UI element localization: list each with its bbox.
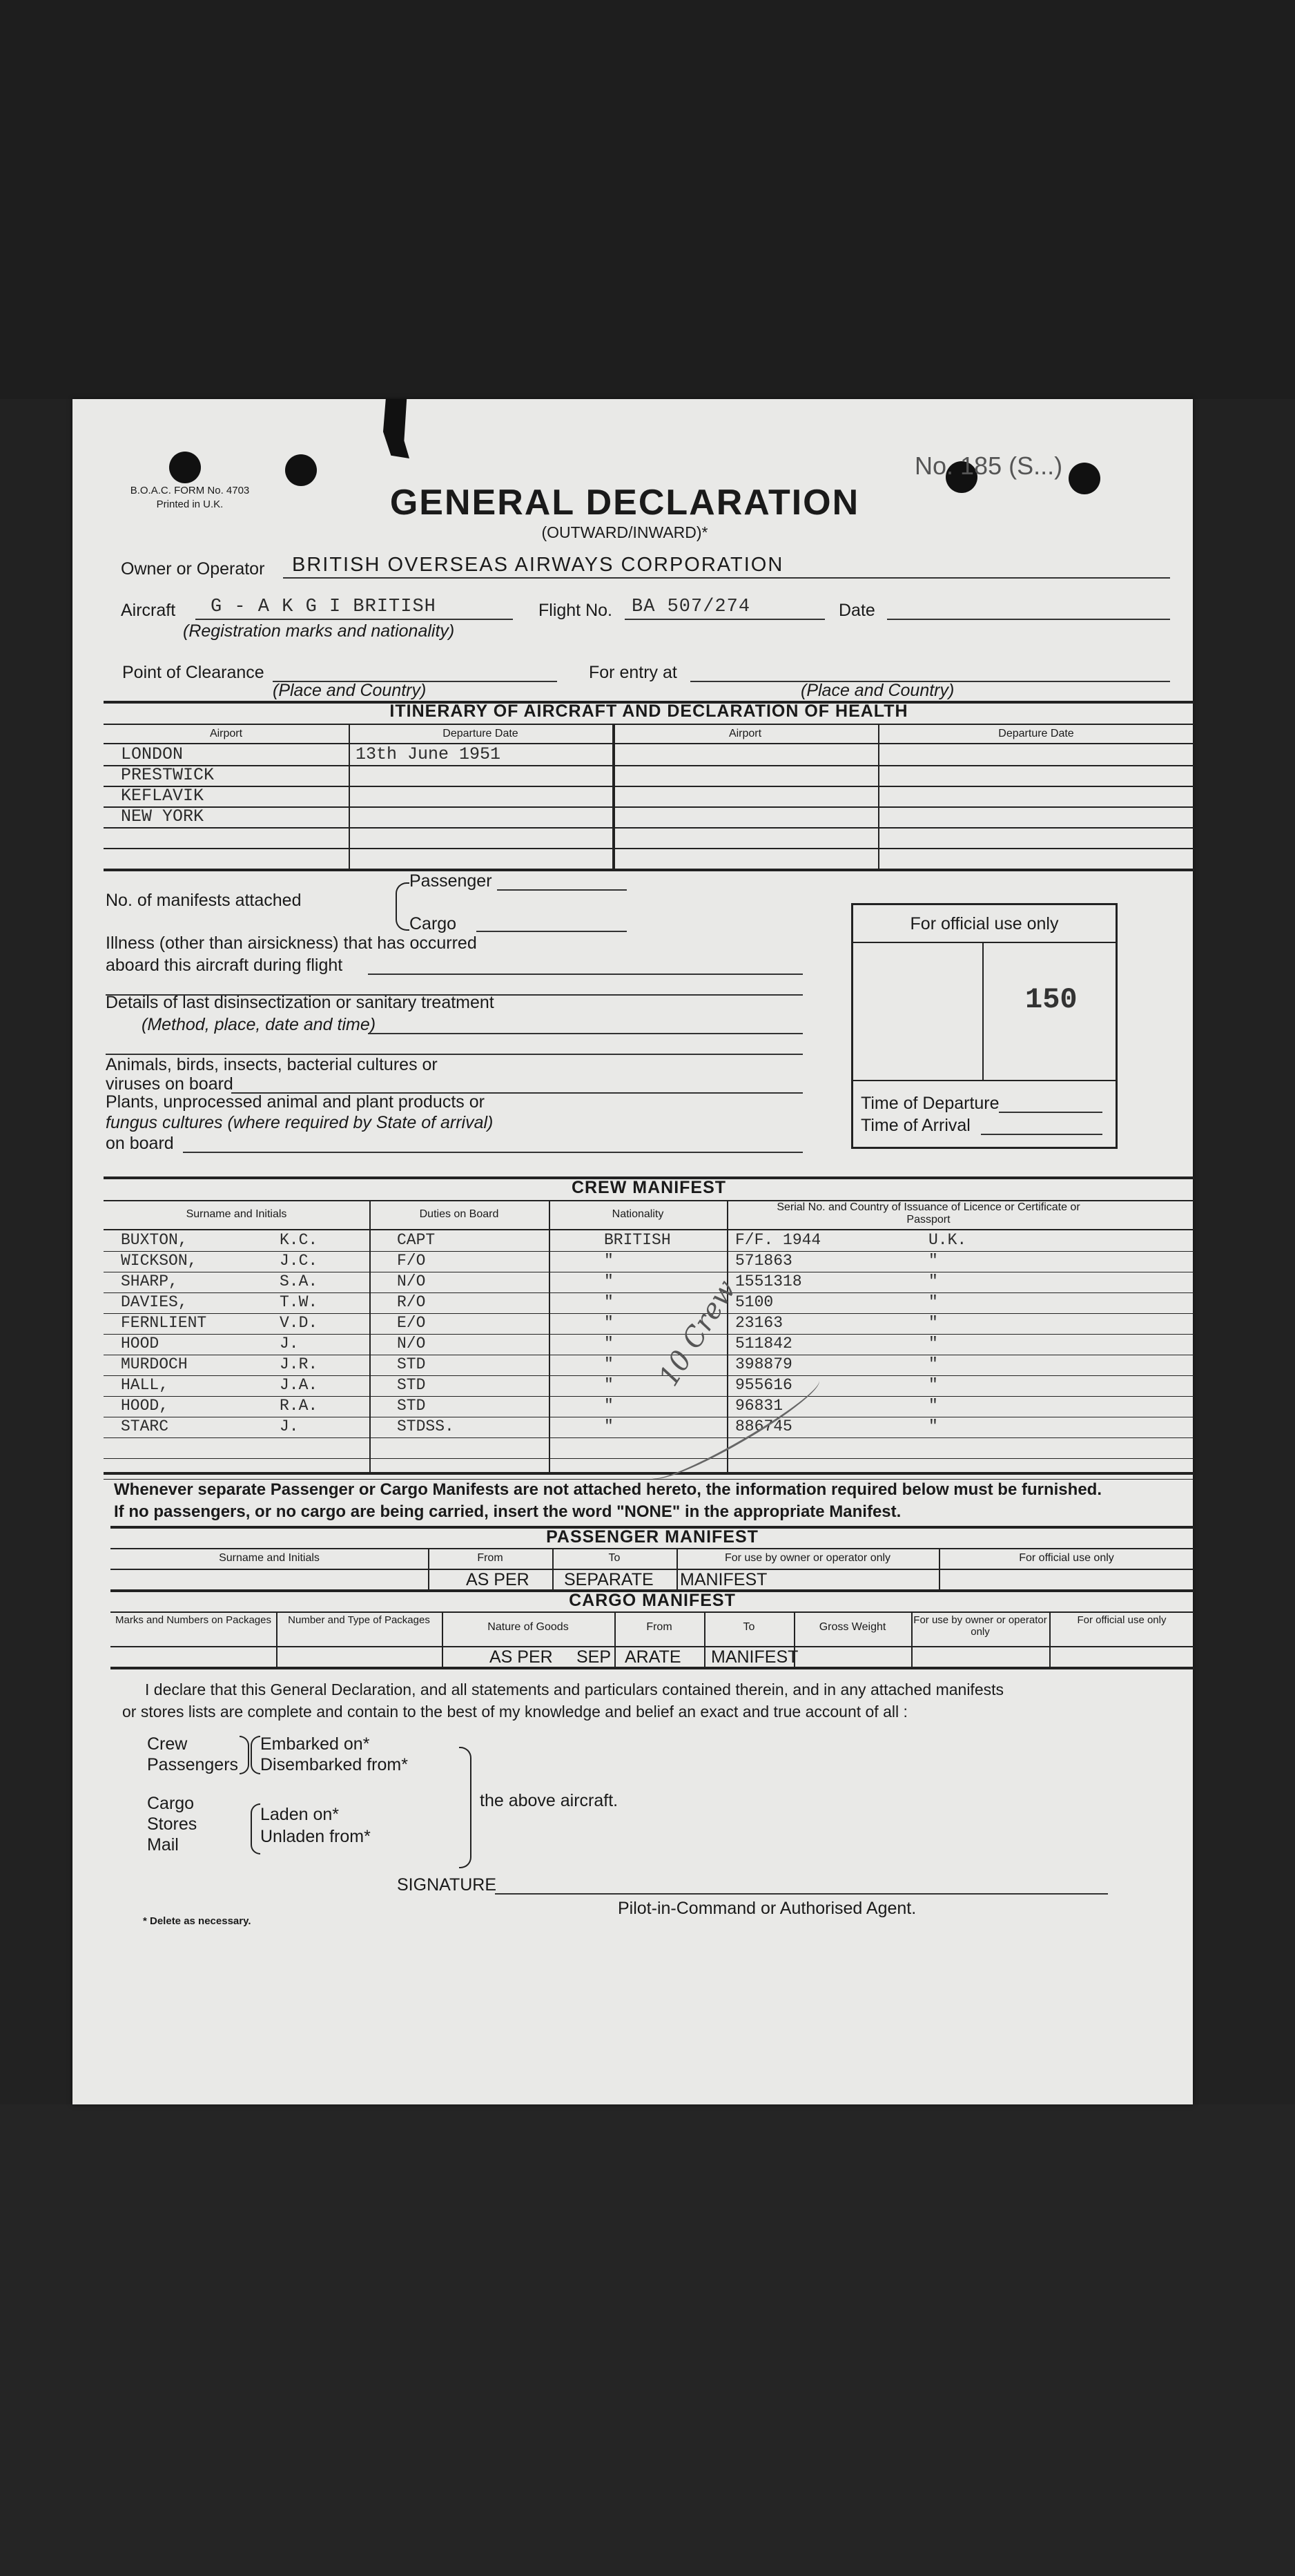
crew-nationality: "	[604, 1376, 614, 1394]
aircraft-note: (Registration marks and nationality)	[183, 621, 455, 641]
general-declaration-form	[72, 399, 1193, 2104]
official-use-title: For official use only	[910, 914, 1059, 933]
crew-duty: N/O	[397, 1272, 426, 1290]
passenger-col-official: For official use only	[1019, 1552, 1114, 1564]
crew-duty: STDSS.	[397, 1417, 454, 1435]
crew-licence: 23163	[735, 1314, 783, 1332]
crew-row-line	[104, 1479, 1194, 1480]
entry-label: For entry at	[589, 663, 677, 682]
cargo-col-number: Number and Type of Packages	[288, 1614, 430, 1626]
aircraft-label: Aircraft	[121, 601, 176, 620]
declaration-line-2: or stores lists are complete and contain to the best of my knowledge and belief an exact and true account of all :	[122, 1703, 908, 1721]
crew-nationality: "	[604, 1397, 614, 1415]
crew-country: "	[928, 1314, 938, 1332]
itinerary-col-date-2: Departure Date	[998, 728, 1074, 739]
crew-initials: J.R.	[280, 1355, 318, 1373]
scanner-background-bottom	[0, 2104, 1295, 2576]
crew-licence: 511842	[735, 1335, 792, 1353]
crew-licence: F/F. 1944	[735, 1231, 821, 1249]
cargo-entry-1: AS PER	[489, 1647, 553, 1667]
crew-nationality: "	[604, 1417, 614, 1435]
owner-value: BRITISH OVERSEAS AIRWAYS CORPORATION	[292, 554, 784, 576]
passenger-entry-3: MANIFEST	[680, 1570, 768, 1589]
page-title: GENERAL DECLARATION	[389, 483, 860, 523]
cargo-col-official: For official use only	[1077, 1614, 1167, 1626]
crew-country: "	[928, 1272, 938, 1290]
paper-tear	[383, 399, 409, 458]
clearance-note: (Place and Country)	[273, 681, 427, 700]
signature-line	[495, 1893, 1108, 1895]
crew-duty: CAPT	[397, 1231, 436, 1249]
animals-label: Animals, birds, insects, bacterial cultures or	[106, 1055, 438, 1074]
crew-initials: K.C.	[280, 1231, 318, 1249]
time-of-arrival-label: Time of Arrival	[861, 1116, 971, 1135]
cargo-col-owner: For use by owner or operator only	[913, 1614, 1047, 1638]
crew-nationality: "	[604, 1314, 614, 1332]
cargo-entry-4: MANIFEST	[711, 1647, 799, 1667]
crew-country: "	[928, 1376, 938, 1394]
animals-label-2: viruses on board	[106, 1074, 233, 1094]
plants-label-3: on board	[106, 1134, 174, 1153]
declaration-stores: Stores	[147, 1814, 197, 1834]
declaration-mail: Mail	[147, 1835, 179, 1854]
manifest-note-1: Whenever separate Passenger or Cargo Manifests are not attached hereto, the information required below must be furnished.	[114, 1480, 1102, 1499]
declaration-cargo: Cargo	[147, 1794, 195, 1813]
crew-surname: HALL,	[121, 1376, 169, 1394]
crew-manifest-title: CREW MANIFEST	[571, 1178, 727, 1197]
itinerary-col-airport-1: Airport	[209, 728, 243, 739]
crew-licence: 96831	[735, 1397, 783, 1415]
crew-surname: HOOD	[121, 1335, 159, 1353]
page-subtitle: (OUTWARD/INWARD)*	[541, 523, 708, 541]
crew-row-line	[104, 1458, 1194, 1459]
crew-duty: N/O	[397, 1335, 426, 1353]
crew-duty: R/O	[397, 1293, 426, 1311]
crew-col-surname: Surname and Initials	[186, 1208, 287, 1220]
declaration-embarked: Embarked on*	[260, 1734, 370, 1754]
crew-nationality: "	[604, 1335, 614, 1353]
crew-initials: J.	[280, 1335, 299, 1353]
crew-row-line	[104, 1437, 1194, 1438]
punch-hole	[285, 454, 317, 486]
flight-value: BA 507/274	[632, 597, 751, 617]
itinerary-date: 13th June 1951	[356, 744, 501, 764]
illness-label-2: aboard this aircraft during flight	[106, 956, 343, 975]
passenger-manifest-count-label: Passenger	[409, 871, 492, 891]
passenger-manifest-title: PASSENGER MANIFEST	[546, 1527, 759, 1547]
crew-country: "	[928, 1293, 938, 1311]
itinerary-airport: KEFLAVIK	[121, 786, 204, 806]
crew-surname: FERNLIENT	[121, 1314, 207, 1332]
entry-note: (Place and Country)	[801, 681, 955, 700]
crew-duty: STD	[397, 1397, 426, 1415]
crew-surname: HOOD,	[121, 1397, 169, 1415]
itinerary-airport: PRESTWICK	[121, 765, 215, 785]
crew-surname: WICKSON,	[121, 1252, 197, 1270]
crew-duty: STD	[397, 1376, 426, 1394]
crew-initials: J.A.	[280, 1376, 318, 1394]
passenger-entry-1: AS PER	[466, 1570, 529, 1589]
crew-col-licence: Serial No. and Country of Issuance of Licence or Certificate or Passport	[777, 1201, 1080, 1226]
cargo-entry-3: ARATE	[625, 1647, 681, 1667]
crew-row-line	[104, 1375, 1194, 1376]
crew-duty: F/O	[397, 1252, 426, 1270]
date-label: Date	[839, 601, 875, 620]
crew-duty: E/O	[397, 1314, 426, 1332]
crew-duty: STD	[397, 1355, 426, 1373]
cargo-entry-2: SEP	[576, 1647, 612, 1667]
printed-in: Printed in U.K.	[156, 498, 224, 510]
crew-surname: BUXTON,	[121, 1231, 188, 1249]
crew-row-line	[104, 1292, 1194, 1293]
declaration-disembarked: Disembarked from*	[260, 1755, 408, 1774]
aircraft-value: G - A K G I BRITISH	[211, 597, 436, 617]
crew-nationality: "	[604, 1293, 614, 1311]
disinsect-note: (Method, place, date and time)	[142, 1015, 376, 1034]
declaration-above-aircraft: the above aircraft.	[480, 1791, 619, 1810]
crew-licence: 1551318	[735, 1272, 802, 1290]
crew-country: "	[928, 1252, 938, 1270]
crew-licence: 886745	[735, 1417, 792, 1435]
crew-surname: STARC	[121, 1417, 169, 1435]
form-reference: B.O.A.C. FORM No. 4703	[130, 485, 250, 496]
crew-col-nationality: Nationality	[612, 1208, 664, 1220]
crew-initials: R.A.	[280, 1397, 318, 1415]
crew-country: "	[928, 1355, 938, 1373]
crew-licence: 398879	[735, 1355, 792, 1373]
declaration-unladen: Unladen from*	[260, 1827, 371, 1846]
crew-initials: S.A.	[280, 1272, 318, 1290]
official-stamp-number: 150	[1025, 983, 1078, 1016]
passenger-entry-2: SEPARATE	[564, 1570, 654, 1589]
crew-licence: 955616	[735, 1376, 792, 1394]
crew-country: "	[928, 1417, 938, 1435]
crew-surname: MURDOCH	[121, 1355, 188, 1373]
signer-role: Pilot-in-Command or Authorised Agent.	[618, 1899, 917, 1918]
cargo-col-nature: Nature of Goods	[487, 1621, 569, 1633]
cargo-col-to: To	[743, 1621, 755, 1633]
crew-nationality: "	[604, 1272, 614, 1290]
passenger-col-to: To	[608, 1552, 621, 1564]
crew-nationality: "	[604, 1252, 614, 1270]
declaration-crew: Crew	[147, 1734, 188, 1754]
crew-initials: J.	[280, 1417, 299, 1435]
form-number: No. 185 (S...)	[915, 452, 1063, 480]
crew-row-line	[104, 1396, 1194, 1397]
footnote: * Delete as necessary.	[143, 1915, 251, 1927]
crew-country: "	[928, 1335, 938, 1353]
plants-label-2: fungus cultures (where required by State of arrival)	[106, 1113, 494, 1132]
itinerary-title: ITINERARY OF AIRCRAFT AND DECLARATION OF HEALTH	[389, 701, 908, 721]
crew-licence: 5100	[735, 1293, 774, 1311]
crew-initials: J.C.	[280, 1252, 318, 1270]
signature-label: SIGNATURE	[397, 1875, 496, 1895]
crew-row-line	[104, 1313, 1194, 1314]
crew-row-line	[104, 1334, 1194, 1335]
owner-label: Owner or Operator	[121, 559, 265, 579]
time-of-departure-label: Time of Departure	[861, 1094, 1000, 1113]
crew-licence: 571863	[735, 1252, 792, 1270]
declaration-line-1: I declare that this General Declaration, and all statements and particulars contained therein, and in any attached manifests	[145, 1681, 1004, 1698]
plants-label: Plants, unprocessed animal and plant products or	[106, 1092, 485, 1112]
itinerary-col-airport-2: Airport	[728, 728, 762, 739]
crew-handwritten-note: 10 Crew	[652, 1275, 743, 1392]
crew-country: "	[928, 1397, 938, 1415]
itinerary-airport: LONDON	[121, 744, 184, 764]
passenger-col-owner: For use by owner or operator only	[724, 1552, 891, 1564]
clearance-label: Point of Clearance	[122, 663, 264, 682]
flight-label: Flight No.	[538, 601, 612, 620]
passenger-col-from: From	[477, 1552, 503, 1564]
punch-hole	[1069, 463, 1100, 494]
crew-nationality: BRITISH	[604, 1231, 671, 1249]
cargo-col-from: From	[646, 1621, 672, 1633]
itinerary-col-date-1: Departure Date	[442, 728, 518, 739]
cargo-manifest-count-label: Cargo	[409, 914, 457, 933]
crew-col-duties: Duties on Board	[419, 1208, 499, 1220]
crew-nationality: "	[604, 1355, 614, 1373]
passenger-col-surname: Surname and Initials	[219, 1552, 320, 1564]
cargo-manifest-title: CARGO MANIFEST	[569, 1591, 736, 1610]
crew-row-line	[104, 1251, 1194, 1252]
scanner-background-top	[0, 0, 1295, 399]
manifest-note-2: If no passengers, or no cargo are being carried, insert the word "NONE" in the appropriate Manifest.	[114, 1502, 902, 1521]
illness-label: Illness (other than airsickness) that has occurred	[106, 933, 477, 953]
cargo-col-gross: Gross Weight	[819, 1621, 886, 1633]
manifests-label: No. of manifests attached	[106, 891, 302, 910]
crew-surname: DAVIES,	[121, 1293, 188, 1311]
crew-surname: SHARP,	[121, 1272, 178, 1290]
crew-initials: V.D.	[280, 1314, 318, 1332]
crew-initials: T.W.	[280, 1293, 318, 1311]
declaration-laden: Laden on*	[260, 1805, 340, 1824]
crew-country: U.K.	[928, 1231, 967, 1249]
declaration-passengers: Passengers	[147, 1755, 239, 1774]
cargo-col-marks: Marks and Numbers on Packages	[115, 1614, 271, 1626]
disinsect-label: Details of last disinsectization or sanitary treatment	[106, 993, 494, 1012]
itinerary-airport: NEW YORK	[121, 806, 204, 826]
punch-hole	[169, 452, 201, 483]
